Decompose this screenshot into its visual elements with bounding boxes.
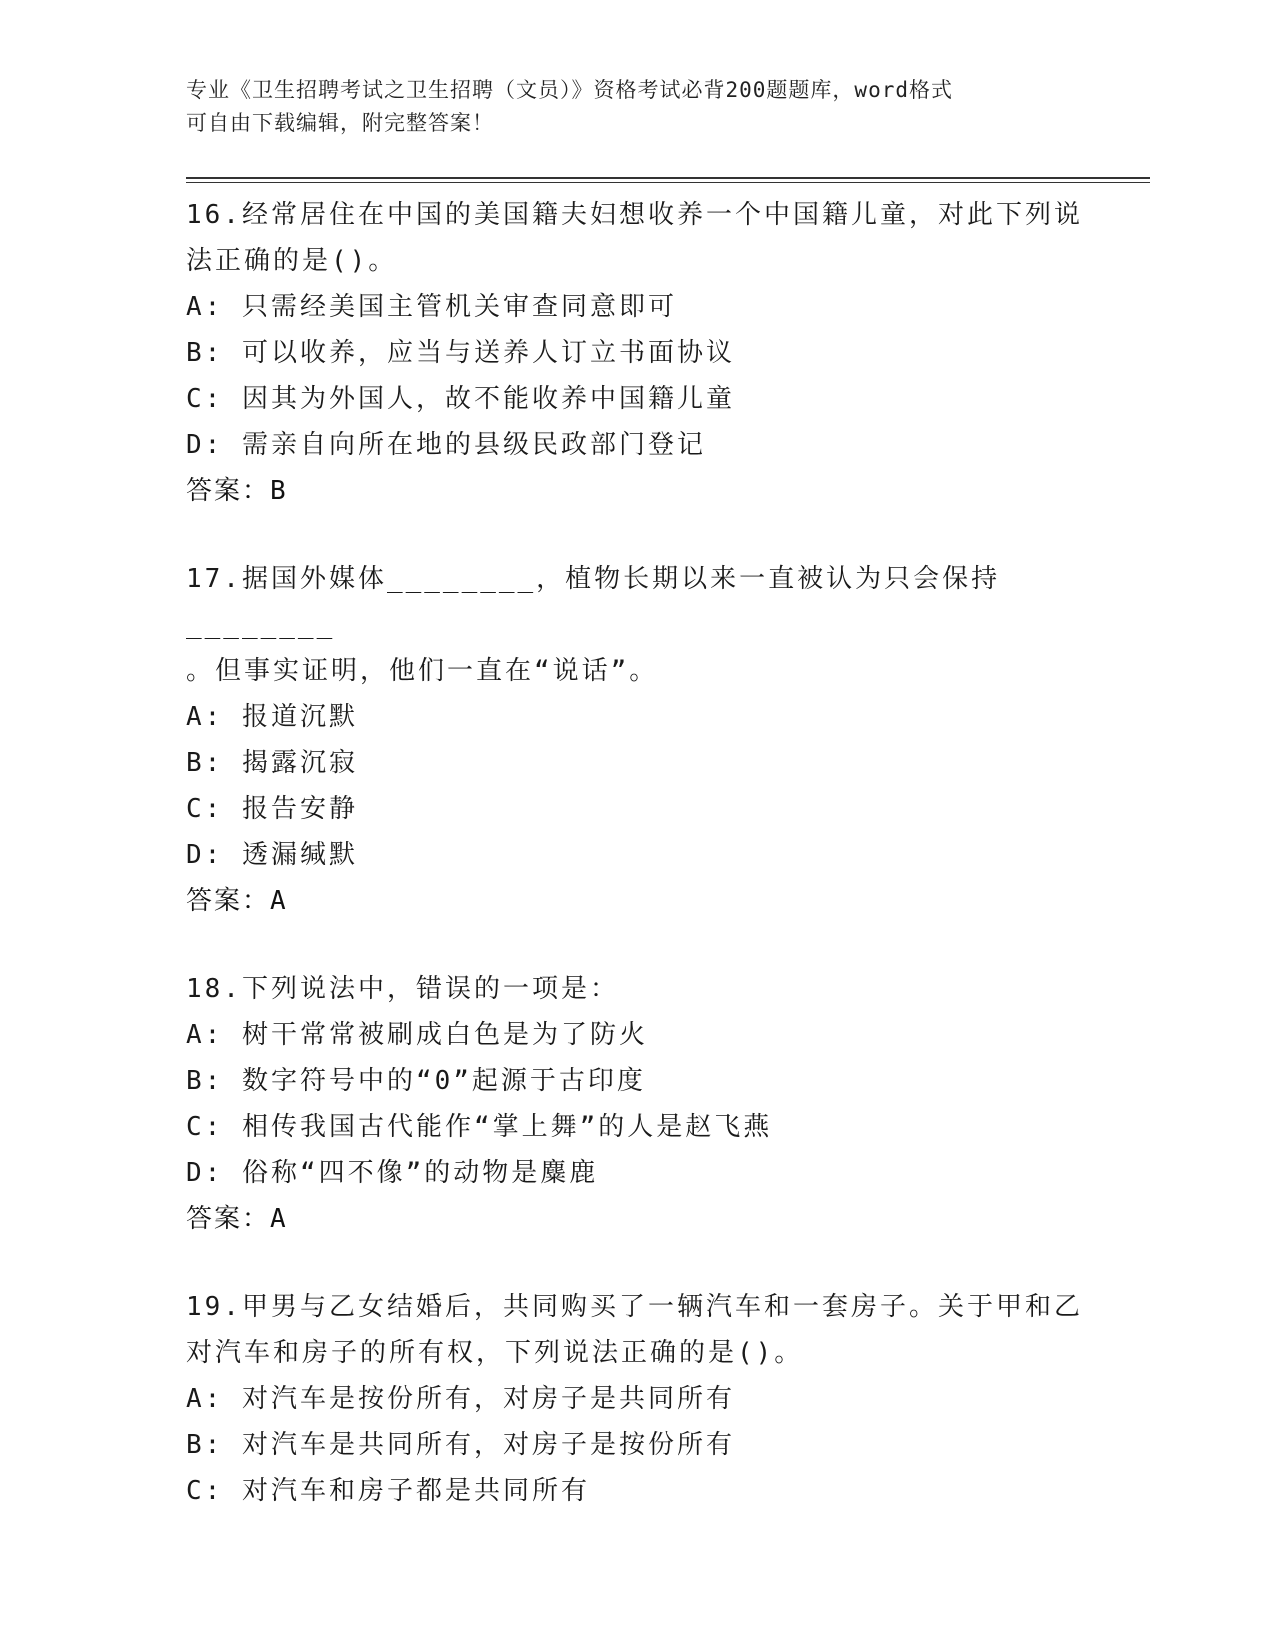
header-divider-thin — [186, 182, 1150, 183]
option-c: C: 对汽车和房子都是共同所有 — [186, 1476, 590, 1506]
option-d: D: 需亲自向所在地的县级民政部门登记 — [186, 430, 706, 460]
option-d: D: 透漏缄默 — [186, 840, 358, 870]
header-title-line-1: 专业《卫生招聘考试之卫生招聘（文员）》资格考试必背200题题库，word格式 — [186, 78, 953, 102]
option-b: B: 对汽车是共同所有，对房子是按份所有 — [186, 1430, 735, 1460]
option-b: B: 揭露沉寂 — [186, 748, 358, 778]
question-stem: 18.下列说法中，错误的一项是： — [186, 974, 619, 1004]
option-a: A: 对汽车是按份所有，对房子是共同所有 — [186, 1384, 735, 1414]
option-d: D: 俗称“四不像”的动物是麋鹿 — [186, 1158, 599, 1188]
option-a: A: 报道沉默 — [186, 702, 358, 732]
question-list — [186, 192, 1086, 1556]
option-a: A: 只需经美国主管机关审查同意即可 — [186, 292, 677, 322]
header-title-line-2: 可自由下载编辑，附完整答案！ — [186, 111, 494, 135]
answer-value: A — [270, 886, 288, 916]
option-b: B: 数字符号中的“0”起源于古印度 — [186, 1066, 646, 1096]
answer-line — [186, 878, 1086, 924]
option-a: A: 树干常常被刷成白色是为了防火 — [186, 1020, 648, 1050]
document-header — [186, 74, 1086, 140]
question-stem-continued: 法正确的是()。 — [186, 246, 398, 276]
question-19 — [186, 1284, 1086, 1514]
question-stem: 17.据国外媒体________，植物长期以来一直被认为只会保持________ — [186, 564, 1001, 640]
header-divider-thick — [186, 177, 1150, 179]
option-c: C: 因其为外国人，故不能收养中国籍儿童 — [186, 384, 735, 414]
answer-label: 答案： — [186, 886, 271, 916]
answer-value: B — [270, 476, 288, 506]
option-c: C: 报告安静 — [186, 794, 358, 824]
question-stem-continued: 对汽车和房子的所有权，下列说法正确的是()。 — [186, 1338, 804, 1368]
answer-label: 答案： — [186, 476, 271, 506]
question-stem-continued: 。但事实证明，他们一直在“说话”。 — [186, 656, 659, 686]
question-18 — [186, 966, 1086, 1242]
question-stem: 19.甲男与乙女结婚后，共同购买了一辆汽车和一套房子。关于甲和乙 — [186, 1292, 1083, 1322]
question-stem: 16.经常居住在中国的美国籍夫妇想收养一个中国籍儿童，对此下列说 — [186, 200, 1083, 230]
answer-label: 答案： — [186, 1204, 271, 1234]
answer-line — [186, 468, 1086, 514]
answer-line — [186, 1196, 1086, 1242]
question-16 — [186, 192, 1086, 514]
question-17 — [186, 556, 1086, 924]
option-c: C: 相传我国古代能作“掌上舞”的人是赵飞燕 — [186, 1112, 773, 1142]
option-b: B: 可以收养，应当与送养人订立书面协议 — [186, 338, 735, 368]
answer-value: A — [270, 1204, 288, 1234]
